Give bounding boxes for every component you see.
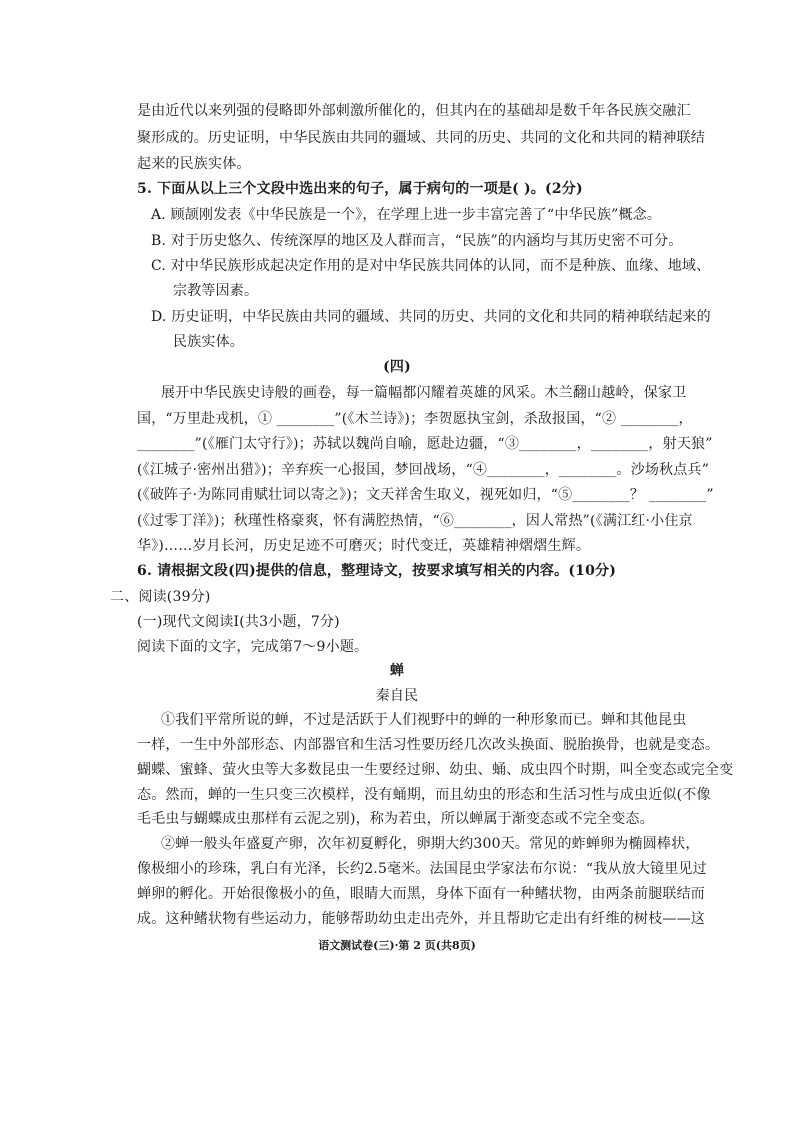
option-c-cont: 宗教等因素。 <box>173 283 259 299</box>
section-4-line: (《江城子·密州出猎》)；辛弃疾一心报国，梦回战场，“④________，________。沙场秋点兵” <box>137 462 710 478</box>
section-4-line: 华》)……岁月长河，历史足迹不可磨灭；时代变迁，英雄精神熠熠生辉。 <box>137 538 591 554</box>
intro-line: 是由近代以来列强的侵略即外部刺激所催化的，但其内在的基础却是数千年各民族交融汇 <box>137 103 691 119</box>
article-para-2: 成。这种鳍状物有些运动力，能够帮助幼虫走出壳外，并且帮助它走出有纤维的树枝——这 <box>137 911 705 927</box>
section-4-line: (《过零丁洋》)；秋瑾性格豪爽，怀有满腔热情，“⑥________，因人常热”(《满江红·小住京 <box>137 513 693 529</box>
part-2-title: 二、阅读(39分) <box>110 589 211 605</box>
page-footer: 语文测试卷(三)·第 2 页(共8页) <box>318 939 476 952</box>
article-para-1: 蝴蝶、蜜蜂、萤火虫等大多数昆虫一生要经过卵、幼虫、蛹、成虫四个时期，叫全变态或完全变 <box>137 762 734 778</box>
option-c: C. 对中华民族形成起决定作用的是对中华民族共同体的认同，而不是种族、血缘、地域、 <box>151 258 711 274</box>
intro-line: 聚形成的。历史证明，中华民族由共同的疆域、共同的历史、共同的文化和共同的精神联结 <box>137 130 705 146</box>
intro-line: 起来的民族实体。 <box>137 156 251 172</box>
article-para-1: ①我们平常所说的蝉，不过是活跃于人们视野中的蝉的一种形象而已。蝉和其他昆虫 <box>161 712 687 728</box>
option-a: A. 顾颉刚发表《中华民族是一个》，在学理上进一步丰富完善了“中华民族”概念。 <box>151 207 662 223</box>
option-d: D. 历史证明，中华民族由共同的疆域、共同的历史、共同的文化和共同的精神联结起来的 <box>151 309 711 325</box>
option-b: B. 对于历史悠久、传统深厚的地区及人群而言，“民族”的内涵均与其历史密不可分。 <box>151 233 683 249</box>
article-author: 秦自民 <box>375 688 419 704</box>
article-para-2: 像极细小的珍珠，乳白有光泽，长约2.5毫米。法国昆虫学家法布尔说：“我从放大镜里见过 <box>137 861 707 877</box>
article-para-2: 蝉卵的孵化。开始很像极小的鱼，眼睛大而黑，身体下面有一种鳍状物，由两条前腿联结而 <box>137 886 705 902</box>
option-d-cont: 民族实体。 <box>173 334 244 350</box>
section-4-heading: (四) <box>383 359 411 375</box>
article-para-1: 态。然而，蝉的一生只变三次模样，没有蛹期，而且幼虫的形态和生活习性与成虫近似(不像 <box>137 787 711 803</box>
question-6: 6. 请根据文段(四)提供的信息，整理诗文，按要求填写相关的内容。(10分) <box>137 563 617 579</box>
article-para-2: ②蝉一般头年盛夏产卵，次年初夏孵化，卵期大约300天。常见的蚱蝉卵为椭圆棒状， <box>161 836 700 852</box>
section-4-line: ________”(《雁门太守行》)；苏轼以魏尚自喻，愿赴边疆，“③________，________，射天狼” <box>137 436 713 452</box>
article-para-1: 毛毛虫与蝴蝶成虫那样有云泥之别)，称为若虫，所以蝉属于渐变态或不完全变态。 <box>137 811 654 827</box>
article-title: 蝉 <box>389 663 405 679</box>
question-5-stem: 5. 下面从以上三个文段中选出来的句子，属于病句的一项是( )。(2分) <box>137 181 583 197</box>
part-2-instruction: 阅读下面的文字，完成第7～9小题。 <box>137 639 369 655</box>
section-4-line: 国，“万里赴戎机，① ________”(《木兰诗》)；李贺愿执宝剑，杀敌报国，“② ________， <box>137 411 693 427</box>
article-para-1: 一样，一生中外部形态、内部器官和生活习性要历经几次改头换面、脱胎换骨，也就是变态。 <box>137 737 720 753</box>
section-4-line: (《破阵子·为陈同甫赋壮词以寄之》)；文天祥舍生取义，视死如归，“⑤________？ ________” <box>137 487 714 503</box>
section-4-line: 展开中华民族史诗般的画卷，每一篇幅都闪耀着英雄的风采。木兰翻山越岭，保家卫 <box>161 385 687 401</box>
part-2-subtitle: (一)现代文阅读Ⅰ(共3小题，7分) <box>137 614 340 630</box>
